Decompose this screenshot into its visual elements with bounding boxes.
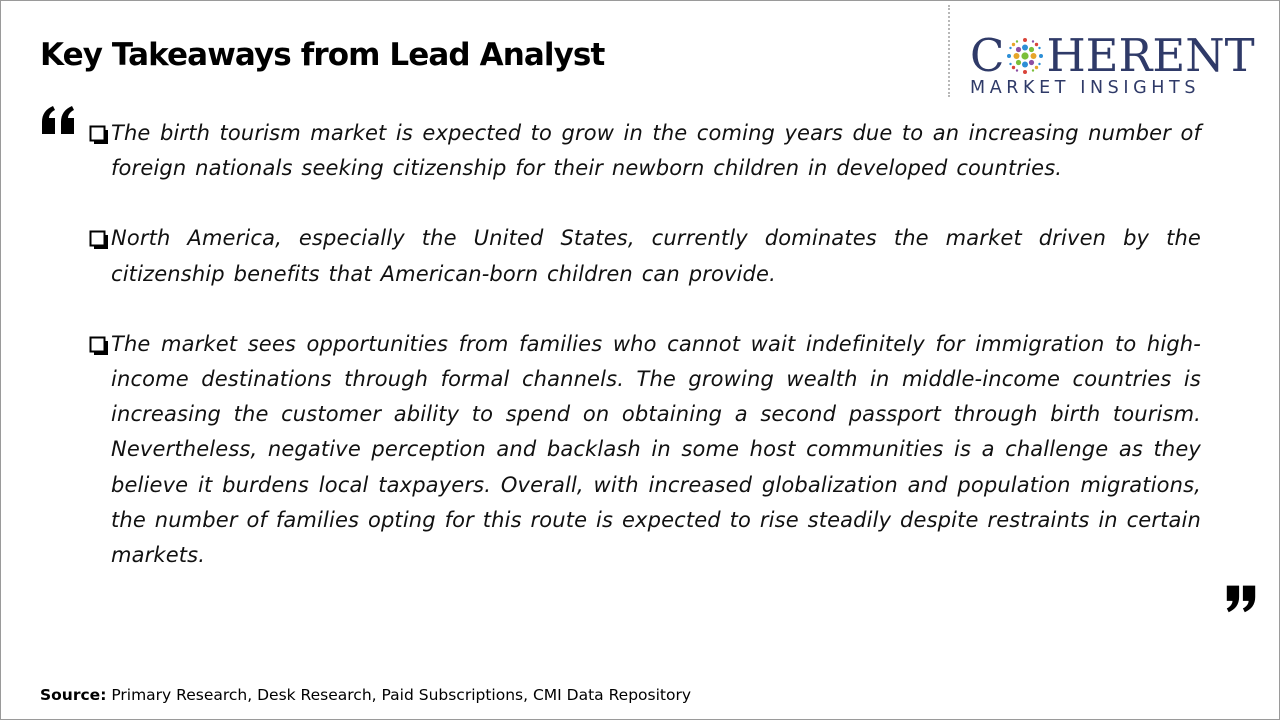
takeaways-list	[88, 116, 1201, 608]
checkbox-bullet-icon	[89, 336, 110, 357]
logo-wordmark	[970, 29, 1262, 82]
logo-letters-start: C	[970, 29, 1005, 82]
company-logo	[970, 29, 1262, 99]
dotted-globe-icon	[1005, 36, 1045, 76]
source-label: Source:	[40, 686, 107, 704]
page-title: Key Takeaways from Lead Analyst	[40, 37, 605, 73]
checkbox-bullet-icon	[89, 230, 110, 251]
header-divider	[948, 5, 950, 97]
source-text: Primary Research, Desk Research, Paid Subscriptions, CMI Data Repository	[111, 686, 692, 704]
takeaway-item	[88, 221, 1201, 291]
logo-letters-end: HERENT	[1046, 29, 1255, 82]
takeaway-text: The birth tourism market is expected to grow in the coming years due to an increasing number of foreign nationals seeking citizenship for their newborn children in developed countries.	[111, 121, 1201, 181]
open-quote-icon	[40, 102, 78, 140]
takeaway-item	[88, 116, 1201, 186]
checkbox-bullet-icon	[89, 125, 110, 146]
source-note	[40, 686, 691, 704]
logo-subtitle: MARKET INSIGHTS	[970, 78, 1201, 98]
close-quote-icon	[1223, 580, 1259, 616]
takeaway-item	[88, 327, 1201, 573]
takeaway-text: The market sees opportunities from families who cannot wait indefinitely for immigration to high-income destinations through formal channels. The growing wealth in middle-income countries is increasing the customer ability to spend on obtaining a second passport through birth tourism. Nevertheless, negative perception and backlash in some host communities is a challenge as they believe it burdens local taxpayers. Overall, with increased globalization and population migrations, the number of families opting for this route is expected to rise steadily despite restraints in certain markets.	[111, 331, 1201, 568]
takeaway-text: North America, especially the United States, currently dominates the market driven by the citizenship benefits that American-born children can provide.	[111, 226, 1201, 286]
